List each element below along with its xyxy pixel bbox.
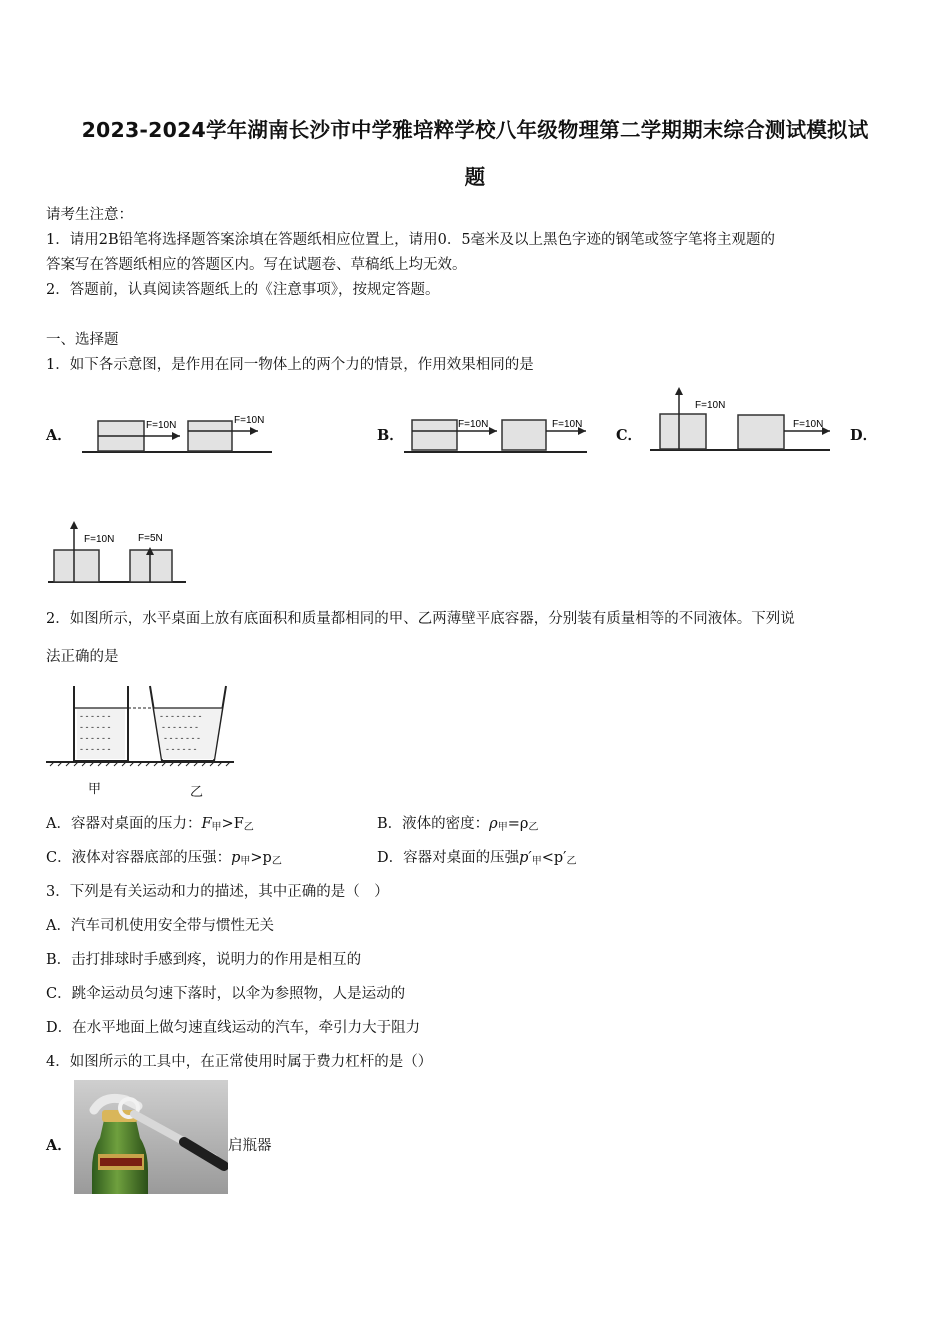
q1-d-force-2: F=5N [138,533,163,544]
notice-item1-line2: 答案写在答题纸相应的答题区内。写在试题卷、草稿纸上均无效。 [46,257,467,273]
q1-a-force-1: F=10N [146,420,177,431]
q4-option-a-label: A． [46,1137,72,1154]
bottle-opener-photo [74,1080,228,1194]
q3-option-c: C．跳伞运动员匀速下落时，以伞为参照物，人是运动的 [46,986,406,1002]
svg-text:- - - - - - -: - - - - - - - [162,722,198,732]
q1-option-c-label: C． [616,427,643,444]
q3-option-b: B．击打排球时手感到疼，说明力的作用是相互的 [46,952,362,968]
notice-heading: 请考生注意： [46,207,133,223]
q1-c-force-1: F=10N [695,400,726,411]
q4-stem: 4．如图所示的工具中，在正常使用时属于费力杠杆的是（） [46,1054,433,1070]
q2-containers-figure [44,682,244,767]
svg-text:- - - - - -: - - - - - - [80,744,111,754]
svg-text:- - - - - -: - - - - - - [166,744,197,754]
section-heading: 一、选择题 [46,332,119,348]
q1-stem: 1．如下各示意图，是作用在同一物体上的两个力的情景，作用效果相同的是 [46,357,534,373]
q4-option-a-caption: 启瓶器 [228,1138,272,1154]
svg-text:- - - - - -: - - - - - - [80,722,111,732]
q2-label-yi: 乙 [190,785,204,800]
notice-item2: 2．答题前，认真阅读答题纸上的《注意事项》，按规定答题。 [46,282,440,298]
q1-option-a-label: A． [46,427,72,444]
q1-d-force-1: F=10N [84,534,115,545]
q2-option-d: D．容器对桌面的压强$p'_甲<p'_乙$ [377,850,577,867]
q2-option-b: B．液体的密度：$\rho_甲=\rho_乙$ [377,816,539,833]
q1-b-force-2: F=10N [552,419,583,430]
notice-item1-line1: 1．请用2B铅笔将选择题答案涂填在答题纸相应位置上，请用0．5毫米及以上黑色字迹的钢笔或签字笔将主观题的 [46,232,776,248]
q1-figure-d [46,518,196,586]
q1-figure-c [648,384,836,460]
q1-figure-a [80,408,275,460]
q1-figure-b [402,408,597,460]
q3-option-d: D．在水平地面上做匀速直线运动的汽车，牵引力大于阻力 [46,1020,421,1036]
q1-option-d-label: D． [850,427,878,444]
svg-text:- - - - - - - -: - - - - - - - - [160,711,202,721]
q3-stem: 3．下列是有关运动和力的描述，其中正确的是（ ） [46,884,389,900]
q2-label-jia: 甲 [88,782,102,797]
q1-c-force-2: F=10N [793,419,824,430]
svg-text:- - - - - -: - - - - - - [80,733,111,743]
svg-text:- - - - - -: - - - - - - [80,711,111,721]
q2-stem-line2: 法正确的是 [46,649,119,665]
q3-option-a: A．汽车司机使用安全带与惯性无关 [46,918,274,934]
q2-option-c: C．液体对容器底部的压强：$p_甲>p_乙$ [46,850,282,867]
q2-option-a: A．容器对桌面的压力：$F_甲>F_乙$ [46,816,254,833]
page-title-line2: 题 [464,165,486,189]
q1-option-b-label: B． [377,427,404,444]
q2-stem-line1: 2．如图所示，水平桌面上放有底面积和质量都相同的甲、乙两薄壁平底容器，分别装有质量相等的不同液体。下列说 [46,611,795,627]
q1-a-force-2: F=10N [234,415,265,426]
svg-text:- - - - - - -: - - - - - - - [164,733,200,743]
q1-b-force-1: F=10N [458,419,489,430]
page-title-line1: 2023-2024学年湖南长沙市中学雅培粹学校八年级物理第二学期期末综合测试模拟试 [81,118,869,142]
